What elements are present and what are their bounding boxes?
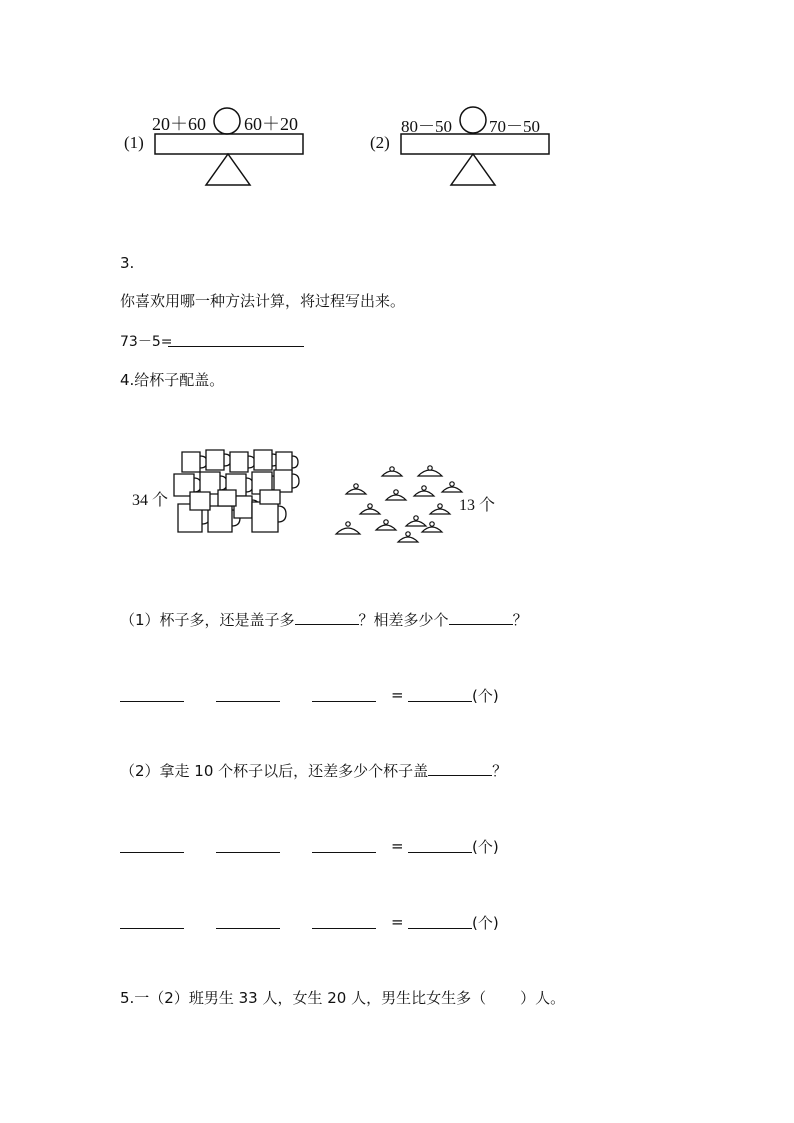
lids-illustration	[330, 460, 470, 550]
answer-blank[interactable]	[168, 346, 304, 347]
answer-blank[interactable]	[312, 852, 376, 853]
sub-question-text: ？	[512, 611, 528, 629]
equals-sign: =	[391, 837, 404, 855]
answer-blank[interactable]	[408, 701, 472, 702]
sub-question-text: （2）拿走 10 个杯子以后，还差多少个杯子盖	[120, 762, 429, 780]
balance-left-expr: 20＋60	[152, 114, 206, 134]
answer-blank[interactable]	[120, 928, 184, 929]
equals-sign: =	[391, 913, 404, 931]
question-text: 5.一（2）班男生 33 人，女生 20 人，男生比女生多（	[120, 989, 487, 1007]
sub-question-1	[120, 609, 528, 630]
unit-label: (个)	[472, 914, 499, 932]
answer-blank[interactable]	[216, 701, 280, 702]
answer-blank[interactable]	[120, 701, 184, 702]
sub-question-2	[120, 760, 507, 781]
answer-blank[interactable]	[408, 852, 472, 853]
answer-blank[interactable]	[312, 701, 376, 702]
answer-blank[interactable]	[408, 928, 472, 929]
answer-blank[interactable]	[312, 928, 376, 929]
balance-label: (2)	[370, 133, 390, 152]
lids-count: 13 个	[459, 497, 496, 514]
cups-count: 34 个	[132, 492, 169, 509]
answer-blank[interactable]	[120, 852, 184, 853]
balance-right-expr: 60＋20	[244, 114, 298, 134]
question-title: 4.给杯子配盖。	[120, 371, 225, 389]
answer-blank[interactable]	[295, 610, 359, 625]
question-number: 3.	[120, 254, 135, 272]
equals-sign: =	[391, 686, 404, 704]
sub-question-text: （1）杯子多，还是盖子多	[120, 611, 295, 629]
expression: 73－5=	[120, 334, 173, 350]
compare-circle[interactable]	[460, 107, 486, 133]
question-instruction: 你喜欢用哪一种方法计算，将过程写出来。	[120, 292, 406, 310]
unit-label: (个)	[472, 838, 499, 856]
unit-label: (个)	[472, 687, 499, 705]
balance-left-expr: 80－50	[401, 117, 452, 136]
sub-question-text: ？	[492, 762, 508, 780]
sub-question-text: ？相差多少个	[358, 611, 449, 629]
answer-blank[interactable]	[216, 852, 280, 853]
balance-drawing	[0, 0, 794, 200]
cups-illustration	[170, 440, 305, 540]
balance-right-expr: 70－50	[489, 117, 540, 136]
question-text: ）人。	[520, 989, 566, 1007]
balance-label: (1)	[124, 133, 144, 152]
question-5	[120, 987, 565, 1008]
answer-blank[interactable]	[428, 761, 492, 776]
answer-blank[interactable]	[216, 928, 280, 929]
answer-blank[interactable]	[449, 610, 513, 625]
